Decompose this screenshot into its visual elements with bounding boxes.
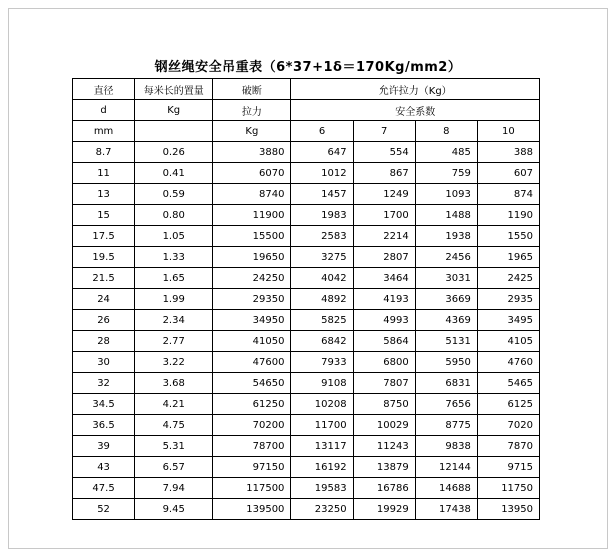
cell-breaking-force: 70200: [213, 415, 291, 436]
table-row: [73, 163, 540, 184]
cell-breaking-force: 19650: [213, 247, 291, 268]
cell-sf7: 8750: [353, 394, 415, 415]
header-weight-blank: [135, 121, 213, 142]
cell-sf7: 19929: [353, 499, 415, 520]
cell-sf10: 13950: [477, 499, 539, 520]
cell-sf10: 2935: [477, 289, 539, 310]
table-row: [73, 142, 540, 163]
header-diameter-symbol: d: [73, 100, 135, 121]
cell-sf8: 485: [415, 142, 477, 163]
cell-sf10: 7870: [477, 436, 539, 457]
cell-sf6: 4892: [291, 289, 353, 310]
header-row-2: [73, 100, 540, 121]
header-diameter-label: 直径: [73, 79, 135, 100]
cell-sf6: 1457: [291, 184, 353, 205]
cell-diameter: 43: [73, 457, 135, 478]
cell-breaking-force: 3880: [213, 142, 291, 163]
cell-sf7: 4993: [353, 310, 415, 331]
cell-sf6: 4042: [291, 268, 353, 289]
cell-weight: 0.41: [135, 163, 213, 184]
header-row-3: [73, 121, 540, 142]
cell-sf7: 6800: [353, 352, 415, 373]
cell-sf10: 1190: [477, 205, 539, 226]
cell-sf8: 5131: [415, 331, 477, 352]
cell-sf7: 554: [353, 142, 415, 163]
table-row: [73, 184, 540, 205]
cell-weight: 6.57: [135, 457, 213, 478]
cell-sf10: 1965: [477, 247, 539, 268]
cell-sf6: 647: [291, 142, 353, 163]
cell-sf8: 8775: [415, 415, 477, 436]
table-row: [73, 478, 540, 499]
cell-weight: 2.77: [135, 331, 213, 352]
cell-sf10: 874: [477, 184, 539, 205]
cell-sf6: 3275: [291, 247, 353, 268]
cell-diameter: 32: [73, 373, 135, 394]
cell-sf10: 2425: [477, 268, 539, 289]
header-safety-factor-7: 7: [353, 121, 415, 142]
cell-sf8: 1488: [415, 205, 477, 226]
cell-diameter: 26: [73, 310, 135, 331]
table-row: [73, 373, 540, 394]
table-header: [73, 79, 540, 142]
cell-sf6: 13117: [291, 436, 353, 457]
cell-breaking-force: 139500: [213, 499, 291, 520]
table-body: [73, 142, 540, 520]
cell-diameter: 30: [73, 352, 135, 373]
cell-sf7: 5864: [353, 331, 415, 352]
table-row: [73, 268, 540, 289]
table-row: [73, 247, 540, 268]
table-row: [73, 436, 540, 457]
table-row: [73, 499, 540, 520]
cell-sf6: 19583: [291, 478, 353, 499]
cell-sf10: 3495: [477, 310, 539, 331]
cell-weight: 1.05: [135, 226, 213, 247]
cell-sf10: 388: [477, 142, 539, 163]
cell-sf7: 4193: [353, 289, 415, 310]
cell-sf7: 13879: [353, 457, 415, 478]
cell-diameter: 19.5: [73, 247, 135, 268]
cell-sf6: 1012: [291, 163, 353, 184]
cell-diameter: 52: [73, 499, 135, 520]
cell-sf8: 14688: [415, 478, 477, 499]
table-row: [73, 331, 540, 352]
header-safety-factor-6: 6: [291, 121, 353, 142]
cell-breaking-force: 54650: [213, 373, 291, 394]
cell-sf6: 7933: [291, 352, 353, 373]
cell-sf7: 16786: [353, 478, 415, 499]
cell-weight: 0.26: [135, 142, 213, 163]
cell-diameter: 28: [73, 331, 135, 352]
cell-weight: 5.31: [135, 436, 213, 457]
header-weight-unit: Kg: [135, 100, 213, 121]
cell-sf8: 3669: [415, 289, 477, 310]
cell-sf8: 1938: [415, 226, 477, 247]
table-row: [73, 205, 540, 226]
cell-sf10: 7020: [477, 415, 539, 436]
cell-weight: 7.94: [135, 478, 213, 499]
cell-weight: 0.59: [135, 184, 213, 205]
table-row: [73, 457, 540, 478]
cell-weight: 0.80: [135, 205, 213, 226]
cell-sf8: 17438: [415, 499, 477, 520]
table-row: [73, 226, 540, 247]
cell-sf6: 1983: [291, 205, 353, 226]
cell-diameter: 15: [73, 205, 135, 226]
cell-sf10: 9715: [477, 457, 539, 478]
cell-sf8: 9838: [415, 436, 477, 457]
cell-sf6: 6842: [291, 331, 353, 352]
header-breaking-force-unit: Kg: [213, 121, 291, 142]
table-row: [73, 415, 540, 436]
cell-sf8: 1093: [415, 184, 477, 205]
cell-breaking-force: 117500: [213, 478, 291, 499]
cell-sf8: 6831: [415, 373, 477, 394]
cell-sf7: 1249: [353, 184, 415, 205]
cell-weight: 1.33: [135, 247, 213, 268]
table-row: [73, 289, 540, 310]
cell-weight: 9.45: [135, 499, 213, 520]
cell-breaking-force: 61250: [213, 394, 291, 415]
cell-sf8: 2456: [415, 247, 477, 268]
cell-sf7: 11243: [353, 436, 415, 457]
cell-diameter: 8.7: [73, 142, 135, 163]
cell-sf6: 23250: [291, 499, 353, 520]
cell-sf10: 607: [477, 163, 539, 184]
cell-breaking-force: 29350: [213, 289, 291, 310]
cell-weight: 3.68: [135, 373, 213, 394]
header-safety-factor-8: 8: [415, 121, 477, 142]
cell-sf7: 1700: [353, 205, 415, 226]
cell-sf8: 3031: [415, 268, 477, 289]
cell-sf10: 6125: [477, 394, 539, 415]
cell-sf7: 2214: [353, 226, 415, 247]
cell-breaking-force: 8740: [213, 184, 291, 205]
cell-sf8: 759: [415, 163, 477, 184]
cell-sf7: 10029: [353, 415, 415, 436]
cell-diameter: 36.5: [73, 415, 135, 436]
cell-breaking-force: 11900: [213, 205, 291, 226]
cell-sf6: 5825: [291, 310, 353, 331]
cell-diameter: 21.5: [73, 268, 135, 289]
header-safety-factor-10: 10: [477, 121, 539, 142]
header-breaking-force-line1: 破断: [213, 79, 291, 100]
cell-weight: 4.75: [135, 415, 213, 436]
cell-sf8: 12144: [415, 457, 477, 478]
table-row: [73, 394, 540, 415]
cell-diameter: 11: [73, 163, 135, 184]
cell-sf10: 1550: [477, 226, 539, 247]
cell-diameter: 39: [73, 436, 135, 457]
header-safety-factor-group: 安全系数: [291, 100, 540, 121]
wire-rope-safe-load-table: [72, 78, 540, 520]
cell-sf8: 5950: [415, 352, 477, 373]
header-allowable-force-group: 允许拉力（Kg）: [291, 79, 540, 100]
table-row: [73, 310, 540, 331]
header-breaking-force-line2: 拉力: [213, 100, 291, 121]
cell-sf6: 9108: [291, 373, 353, 394]
cell-sf7: 3464: [353, 268, 415, 289]
cell-sf7: 2807: [353, 247, 415, 268]
cell-breaking-force: 15500: [213, 226, 291, 247]
page-title: 钢丝绳安全吊重表（6*37+1δ＝170Kg/mm2）: [154, 60, 462, 75]
cell-breaking-force: 24250: [213, 268, 291, 289]
cell-sf8: 7656: [415, 394, 477, 415]
cell-diameter: 17.5: [73, 226, 135, 247]
table-row: [73, 352, 540, 373]
cell-diameter: 34.5: [73, 394, 135, 415]
cell-breaking-force: 47600: [213, 352, 291, 373]
cell-weight: 1.99: [135, 289, 213, 310]
cell-sf6: 10208: [291, 394, 353, 415]
cell-weight: 1.65: [135, 268, 213, 289]
cell-diameter: 13: [73, 184, 135, 205]
cell-sf6: 2583: [291, 226, 353, 247]
cell-sf10: 4760: [477, 352, 539, 373]
cell-breaking-force: 6070: [213, 163, 291, 184]
cell-sf10: 5465: [477, 373, 539, 394]
cell-sf10: 4105: [477, 331, 539, 352]
header-diameter-unit: mm: [73, 121, 135, 142]
cell-sf6: 16192: [291, 457, 353, 478]
cell-weight: 4.21: [135, 394, 213, 415]
header-weight-per-meter-label: 每米长的置量: [135, 79, 213, 100]
header-row-1: [73, 79, 540, 100]
cell-diameter: 24: [73, 289, 135, 310]
cell-sf6: 11700: [291, 415, 353, 436]
cell-sf7: 867: [353, 163, 415, 184]
cell-sf7: 7807: [353, 373, 415, 394]
cell-sf8: 4369: [415, 310, 477, 331]
cell-breaking-force: 41050: [213, 331, 291, 352]
cell-breaking-force: 34950: [213, 310, 291, 331]
cell-breaking-force: 97150: [213, 457, 291, 478]
cell-diameter: 47.5: [73, 478, 135, 499]
cell-breaking-force: 78700: [213, 436, 291, 457]
cell-sf10: 11750: [477, 478, 539, 499]
cell-weight: 2.34: [135, 310, 213, 331]
cell-weight: 3.22: [135, 352, 213, 373]
